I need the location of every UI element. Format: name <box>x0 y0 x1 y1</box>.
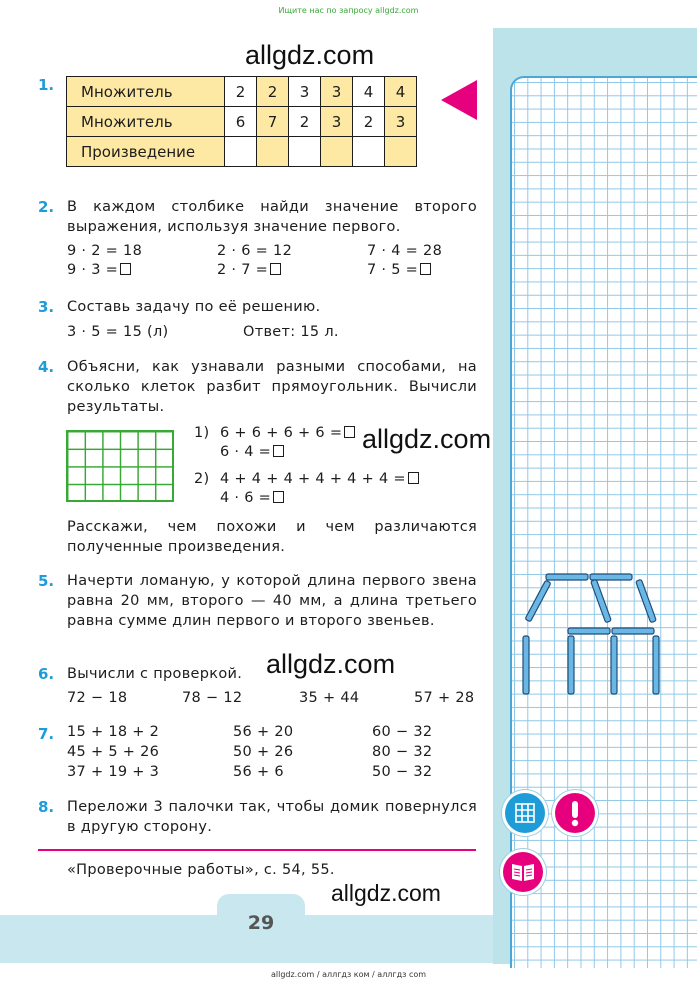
answer-box <box>408 472 419 484</box>
footer-reference: «Проверочные работы», с. 54, 55. <box>67 862 335 878</box>
expression: 2 · 7 = <box>217 262 281 278</box>
task-3-text: Составь задачу по её решению. <box>67 299 321 315</box>
divider <box>38 849 476 851</box>
task-3-number: 3. <box>38 298 55 316</box>
pointer-triangle-icon <box>441 80 477 120</box>
task-4-text: Объясни, как узнавали разными способами, на сколько клеток разбит прямоугольник. Вычисли результаты. <box>67 359 477 415</box>
task-1-number: 1. <box>38 76 55 94</box>
table-cell: 2 <box>289 107 321 137</box>
task-3-expression: 3 · 5 = 15 (л) <box>67 324 169 340</box>
expression: 56 + 20 <box>233 724 294 740</box>
table-cell <box>257 137 289 167</box>
expression: 35 + 44 <box>299 690 360 706</box>
table-cell: 7 <box>257 107 289 137</box>
answer-box <box>273 491 284 503</box>
bottom-note: allgdz.com / аллгдз ком / аллгдз com <box>270 970 427 979</box>
rectangle-grid <box>66 430 174 502</box>
table-row <box>67 107 417 137</box>
expression: 45 + 5 + 26 <box>67 744 160 760</box>
book-icon <box>503 852 543 892</box>
method-label: 2) <box>194 471 210 487</box>
table-cell <box>225 137 257 167</box>
expression: 72 − 18 <box>67 690 128 706</box>
task-4-question: Расскажи, чем похожи и чем различаются полученные произведения. <box>67 519 477 555</box>
table-row <box>67 77 417 107</box>
grid-icon <box>505 793 545 833</box>
expression: 6 + 6 + 6 + 6 = <box>220 425 355 441</box>
expression: 37 + 19 + 3 <box>67 764 160 780</box>
table-cell: 2 <box>353 107 385 137</box>
task-8-number: 8. <box>38 798 55 816</box>
expression: 50 + 26 <box>233 744 294 760</box>
expression: 6 · 4 = <box>220 444 284 460</box>
expression: 9 · 2 = 18 <box>67 243 143 259</box>
task-8-text: Переложи 3 палочки так, чтобы домик повернулся в другую сторону. <box>67 799 477 835</box>
stick-house-illustration <box>518 572 668 702</box>
expression: 57 + 28 <box>414 690 475 706</box>
row-label: Множитель <box>67 107 225 137</box>
watermark: allgdz.com <box>331 880 441 906</box>
answer-box <box>344 426 355 438</box>
expression: 2 · 6 = 12 <box>217 243 293 259</box>
top-note: Ищите нас по запросу allgdz.com <box>278 6 419 15</box>
table-cell: 3 <box>385 107 417 137</box>
expression: 15 + 18 + 2 <box>67 724 160 740</box>
task-6-text: Вычисли с проверкой. <box>67 666 243 682</box>
task-3-answer: Ответ: 15 л. <box>243 324 339 340</box>
table-cell: 2 <box>225 77 257 107</box>
answer-box <box>270 263 281 275</box>
table-cell: 4 <box>353 77 385 107</box>
table-cell: 4 <box>385 77 417 107</box>
watermark: allgdz.com <box>245 40 375 70</box>
watermark: allgdz.com <box>266 649 396 679</box>
table-cell <box>385 137 417 167</box>
exclamation-icon <box>555 793 595 833</box>
table-cell: 3 <box>321 107 353 137</box>
task-6-number: 6. <box>38 665 55 683</box>
grid-paper <box>510 76 697 968</box>
table-cell: 2 <box>257 77 289 107</box>
answer-box <box>273 445 284 457</box>
task-4-number: 4. <box>38 358 55 376</box>
task-2-text: В каждом столбике найди значение второго выражения, используя значение первого. <box>67 199 477 235</box>
task-5-text: Начерти ломаную, у которой длина первого звена равна 20 мм, второго — 40 мм, а длина третьего равна сумме длин первого и второго звеньев. <box>67 573 477 629</box>
expression: 80 − 32 <box>372 744 433 760</box>
row-label: Произведение <box>67 137 225 167</box>
table-cell <box>321 137 353 167</box>
task-7-number: 7. <box>38 725 55 743</box>
table-cell <box>289 137 321 167</box>
expression: 4 + 4 + 4 + 4 + 4 + 4 = <box>220 471 419 487</box>
table-cell <box>353 137 385 167</box>
answer-box <box>420 263 431 275</box>
answer-box <box>120 263 131 275</box>
multiplication-table <box>66 76 417 167</box>
expression: 7 · 4 = 28 <box>367 243 443 259</box>
expression: 60 − 32 <box>372 724 433 740</box>
expression: 78 − 12 <box>182 690 243 706</box>
watermark: allgdz.com <box>362 424 492 454</box>
task-2-number: 2. <box>38 198 55 216</box>
expression: 56 + 6 <box>233 764 284 780</box>
table-cell: 3 <box>321 77 353 107</box>
expression: 7 · 5 = <box>367 262 431 278</box>
table-cell: 6 <box>225 107 257 137</box>
page-number: 29 <box>247 912 275 934</box>
task-5-number: 5. <box>38 572 55 590</box>
table-row <box>67 137 417 167</box>
expression: 50 − 32 <box>372 764 433 780</box>
expression: 9 · 3 = <box>67 262 131 278</box>
expression: 4 · 6 = <box>220 490 284 506</box>
table-cell: 3 <box>289 77 321 107</box>
row-label: Множитель <box>67 77 225 107</box>
method-label: 1) <box>194 425 210 441</box>
